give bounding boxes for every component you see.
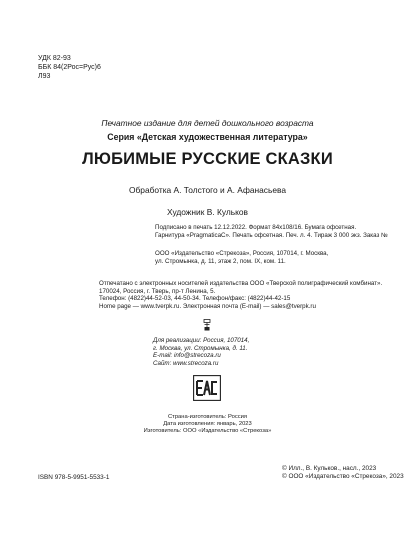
print-info-line: Подписано в печать 12.12.2022. Формат 84х108/16. Бумага офсетная. — [155, 224, 357, 231]
manufacturer-name: Изготовитель: ООО «Издательство «Стрекоза» — [143, 428, 272, 435]
printing-house-line: Отпечатано с электронных носителей издательства ООО «Тверской полиграфический комбинат». — [99, 280, 383, 287]
printing-house-line: 170024, Россия, г. Тверь, пр-т Ленина, 5. — [99, 287, 216, 295]
publisher-line: ООО «Издательство «Стрекоза», Россия, 107014, г. Москва, — [155, 250, 329, 257]
bbk-code: ББК 84(2Рос=Рус)6 — [38, 64, 101, 71]
copyright-line: © ООО «Издательство «Стрекоза», 2023 — [282, 473, 404, 481]
sales-line: г. Москва, ул. Стромынка, д. 11. — [153, 344, 248, 352]
manufacture-date: Дата изготовления: январь, 2023 — [163, 421, 252, 428]
publisher-line: ул. Стромынка, д. 11, этаж 2, пом. IX, ком. 11. — [155, 257, 286, 265]
eac-certification-icon — [193, 375, 221, 401]
adaptation-credit: Обработка А. Толстого и А. Афанасьева — [128, 185, 287, 195]
sales-line: Для реализации: Россия, 107014, — [153, 337, 250, 344]
copyright-line: © Илл., В. Кульков., насл., 2023 — [282, 465, 377, 472]
udk-code: УДК 82-93 — [38, 55, 71, 62]
sales-contacts — [153, 337, 249, 367]
series-title: Серия «Детская художественная литература» — [107, 132, 308, 142]
publisher-address — [155, 250, 328, 265]
printing-house-line: Home page — www.tverpk.ru. Электронная почта (E-mail) — sales@tverpk.ru — [99, 302, 316, 310]
print-info-line: Гарнитура «PragmaticaC». Печать офсетная. Печ. л. 4. Тираж 3 000 экз. Заказ № — [155, 231, 388, 239]
sales-website: Сайт: www.strecoza.ru — [153, 359, 219, 367]
manufacturer-info — [0, 414, 415, 436]
sales-email: E-mail: info@strecoza.ru — [153, 352, 221, 360]
artist-credit: Художник В. Кульков — [167, 207, 248, 217]
copyright-block — [282, 465, 404, 482]
book-title: ЛЮБИМЫЕ РУССКИЕ СКАЗКИ — [82, 150, 333, 168]
author-code: Л93 — [38, 73, 51, 80]
printing-house-info — [99, 280, 382, 310]
age-sign-icon — [202, 318, 212, 330]
printing-house-line: Телефон: (4822)44-52-03, 44-50-34. Телефон/факс: (4822)44-42-15 — [99, 295, 291, 303]
catalog-codes — [38, 54, 101, 81]
isbn: ISBN 978-5-9951-5533-1 — [38, 474, 110, 481]
manufacturer-country: Страна-изготовитель: Россия — [167, 414, 247, 420]
audience-note: Печатное издание для детей дошкольного возраста — [101, 118, 314, 128]
print-info — [155, 224, 388, 239]
